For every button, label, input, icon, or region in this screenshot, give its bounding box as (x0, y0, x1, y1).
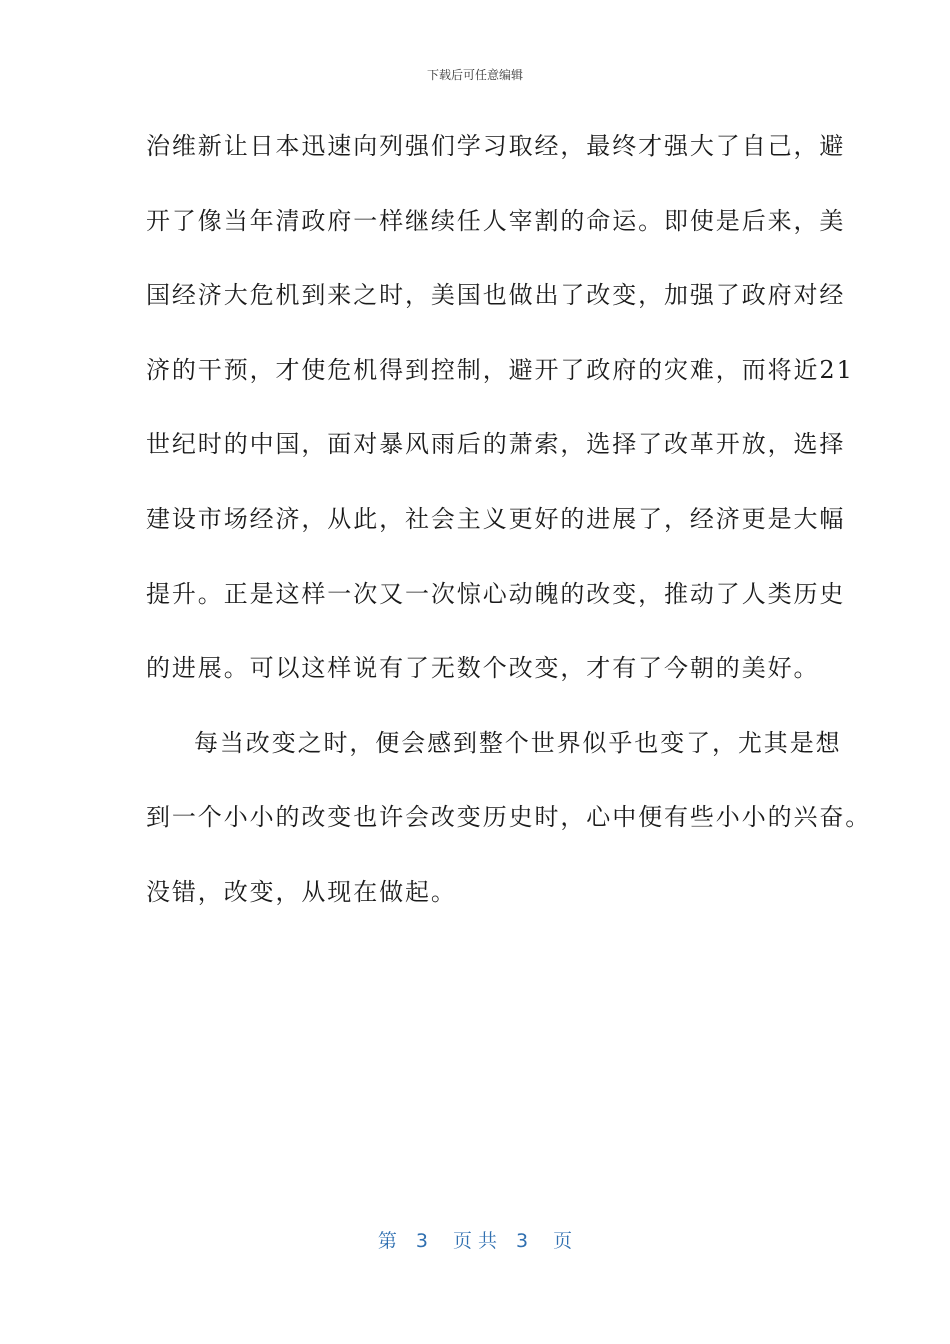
page-number: 第 3 页 共 3 页 (377, 1230, 573, 1252)
text-line: 没错，改变，从现在做起。 (146, 877, 457, 906)
text-line: 提升。正是这样一次又一次惊心动魄的改变，推动了人类历史 (146, 579, 846, 608)
text-line: 开了像当年清政府一样继续任人宰割的命运。即使是后来，美 (146, 206, 846, 235)
text-line: 国经济大危机到来之时，美国也做出了改变，加强了政府对经 (146, 281, 846, 310)
text-line: 到一个小小的改变也许会改变历史时，心中便有些小小的兴奋。 (146, 803, 872, 832)
text-line: 的进展。可以这样说有了无数个改变，才有了今朝的美好。 (146, 654, 820, 683)
text-line: 世纪时的中国，面对暴风雨后的萧索，选择了改革开放，选择 (146, 430, 846, 459)
paragraph-first-line: 每当改变之时，便会感到整个世界似乎也变了，尤其是想 (194, 728, 842, 757)
page-header: 下载后可任意编辑 (426, 68, 523, 82)
document-body (146, 120, 872, 941)
text-line: 建设市场经济，从此，社会主义更好的进展了，经济更是大幅 (146, 504, 846, 533)
text-line: 治维新让日本迅速向列强们学习取经，最终才强大了自己，避 (146, 132, 846, 160)
text-line: 济的干预，才使危机得到控制，避开了政府的灾难，而将近21 (146, 355, 854, 384)
